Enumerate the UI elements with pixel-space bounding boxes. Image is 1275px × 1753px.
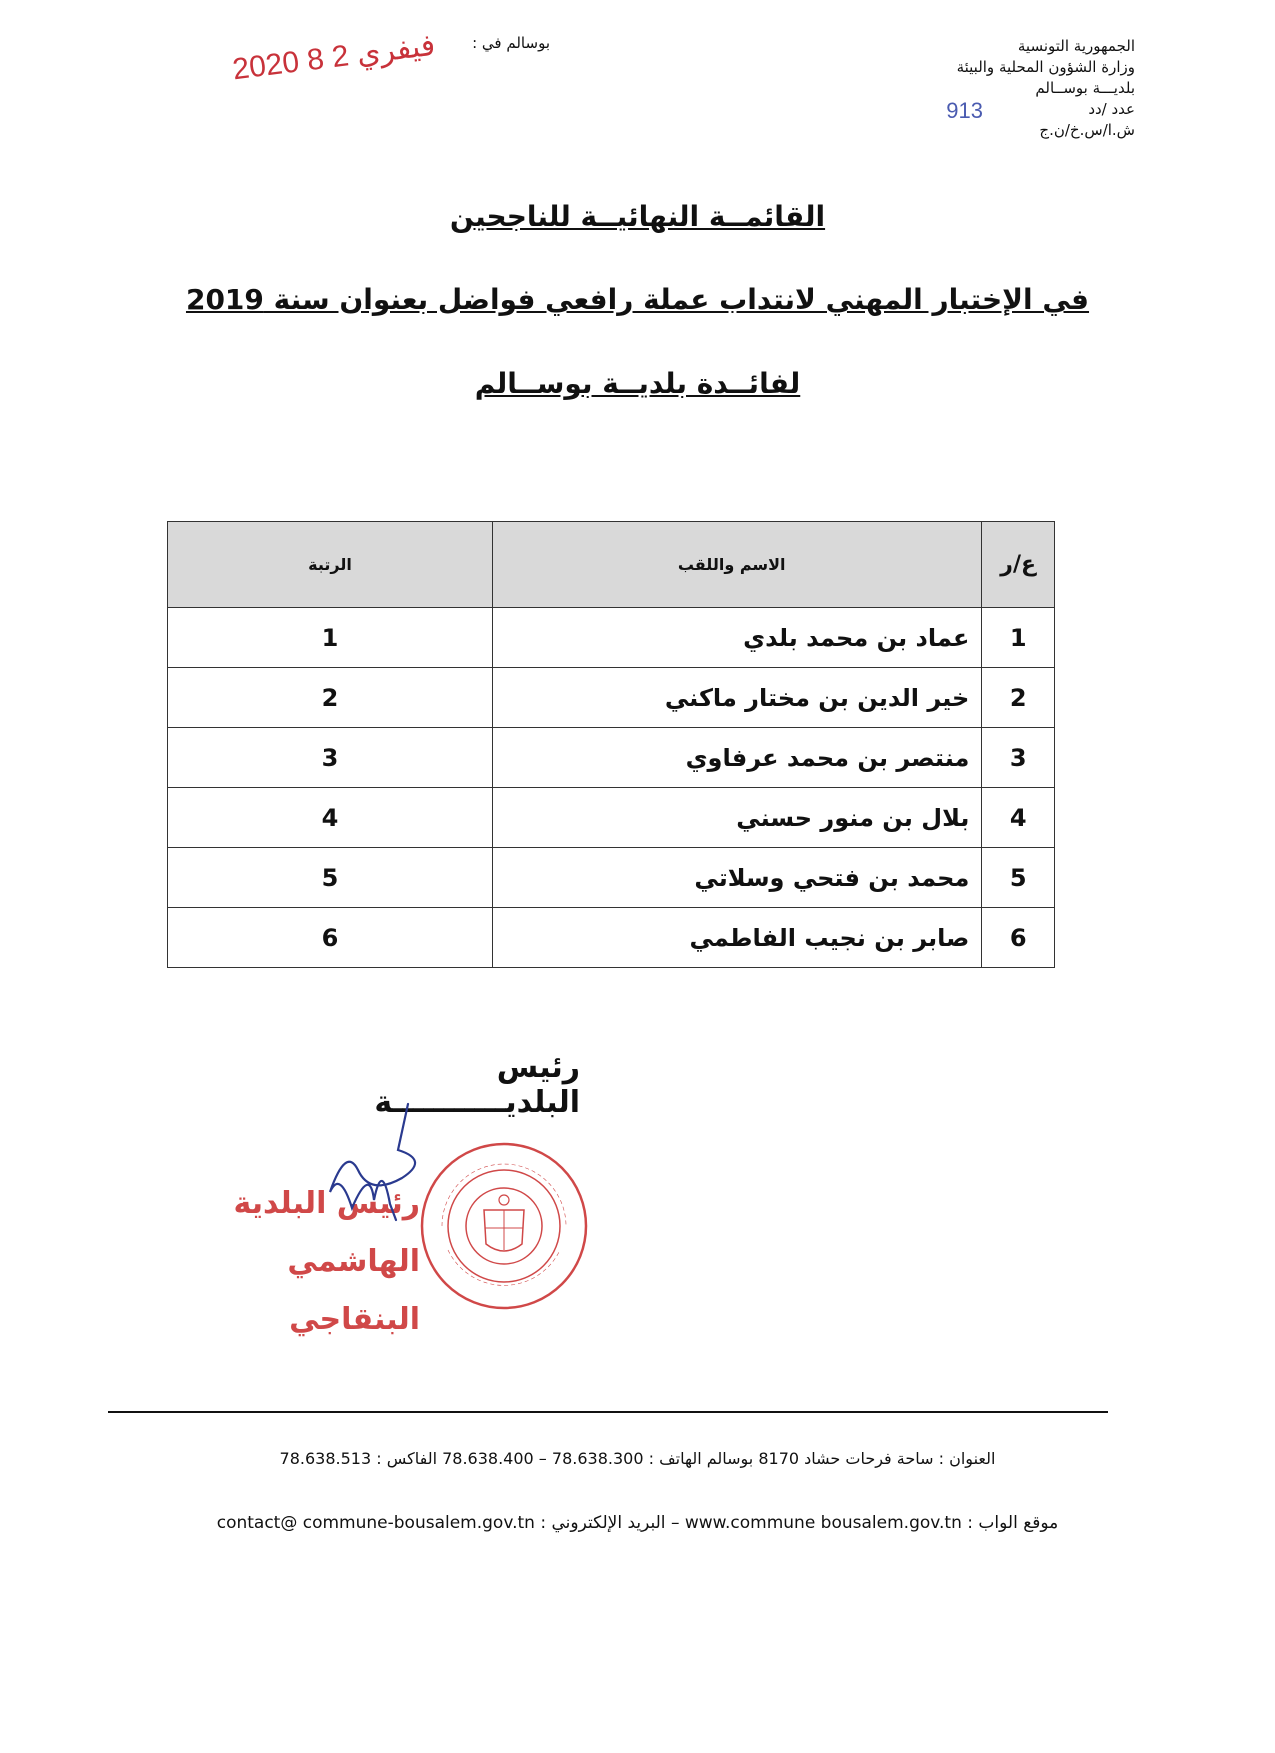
row-num: 3	[982, 728, 1055, 788]
doc-title: القائمــة النهائيــة للناجحين	[449, 200, 826, 233]
table-row	[168, 848, 1055, 908]
header-rank: الرتبة	[168, 522, 493, 608]
row-name: خير الدين بن مختار ماكني	[493, 668, 982, 728]
doc-subtitle-2: لفائــدة بلديــة بوســالم	[474, 367, 801, 400]
table-row	[168, 668, 1055, 728]
handwritten-signature-icon	[310, 1100, 450, 1250]
doc-subtitle: في الإختبار المهني لانتداب عملة رافعي فواضل بعنوان سنة 2019	[185, 283, 1090, 316]
table-row	[168, 608, 1055, 668]
row-rank: 2	[168, 668, 493, 728]
stamp-line-1: رئيس البلدية	[233, 1186, 420, 1221]
letterhead-line-number: عدد /دد	[1088, 100, 1135, 118]
row-num: 1	[982, 608, 1055, 668]
letterhead-line-municipality: بلديـــة بوســالم	[1035, 79, 1135, 97]
header-name: الاسم واللقب	[493, 522, 982, 608]
footer-divider	[108, 1411, 1108, 1413]
row-num: 6	[982, 908, 1055, 968]
row-rank: 6	[168, 908, 493, 968]
row-name: محمد بن فتحي وسلاتي	[493, 848, 982, 908]
footer-address: العنوان : ساحة فرحات حشاد 8170 بوسالم الهاتف : 78.638.300 – 78.638.400 الفاكس : 78.638.513	[279, 1449, 996, 1468]
row-name: بلال بن منور حسني	[493, 788, 982, 848]
row-num: 4	[982, 788, 1055, 848]
row-rank: 1	[168, 608, 493, 668]
header-num: ع/ر	[982, 522, 1055, 608]
table-row	[168, 728, 1055, 788]
row-name: منتصر بن محمد عرفاوي	[493, 728, 982, 788]
footer-contact: موقع الواب : www.commune bousalem.gov.tn – البريد الإلكتروني : contact@ commune-bousalem.gov.tn	[216, 1513, 1059, 1533]
results-table	[167, 521, 1055, 968]
place-date-label: بوسالم في :	[472, 34, 550, 52]
letterhead-line-ref: ش.ا/س.خ/ن.ج	[1039, 121, 1135, 139]
table-row	[168, 908, 1055, 968]
stamp-line-2: الهاشمي البنقاجي	[287, 1244, 420, 1337]
row-num: 5	[982, 848, 1055, 908]
row-name: عماد بن محمد بلدي	[493, 608, 982, 668]
date-stamp: 2020 فيفري 2 8	[230, 28, 438, 87]
letterhead-line-republic: الجمهورية التونسية	[1017, 37, 1135, 55]
letterhead-line-ministry: وزارة الشؤون المحلية والبيئة	[956, 58, 1135, 76]
table-row	[168, 788, 1055, 848]
row-rank: 3	[168, 728, 493, 788]
row-rank: 4	[168, 788, 493, 848]
letterhead	[775, 36, 1135, 141]
row-rank: 5	[168, 848, 493, 908]
row-name: صابر بن نجيب الفاطمي	[493, 908, 982, 968]
president-title: رئيس البلديـــــــــــة	[374, 1050, 580, 1120]
row-num: 2	[982, 668, 1055, 728]
reference-number: 913	[946, 98, 983, 123]
table-header-row	[168, 522, 1055, 608]
